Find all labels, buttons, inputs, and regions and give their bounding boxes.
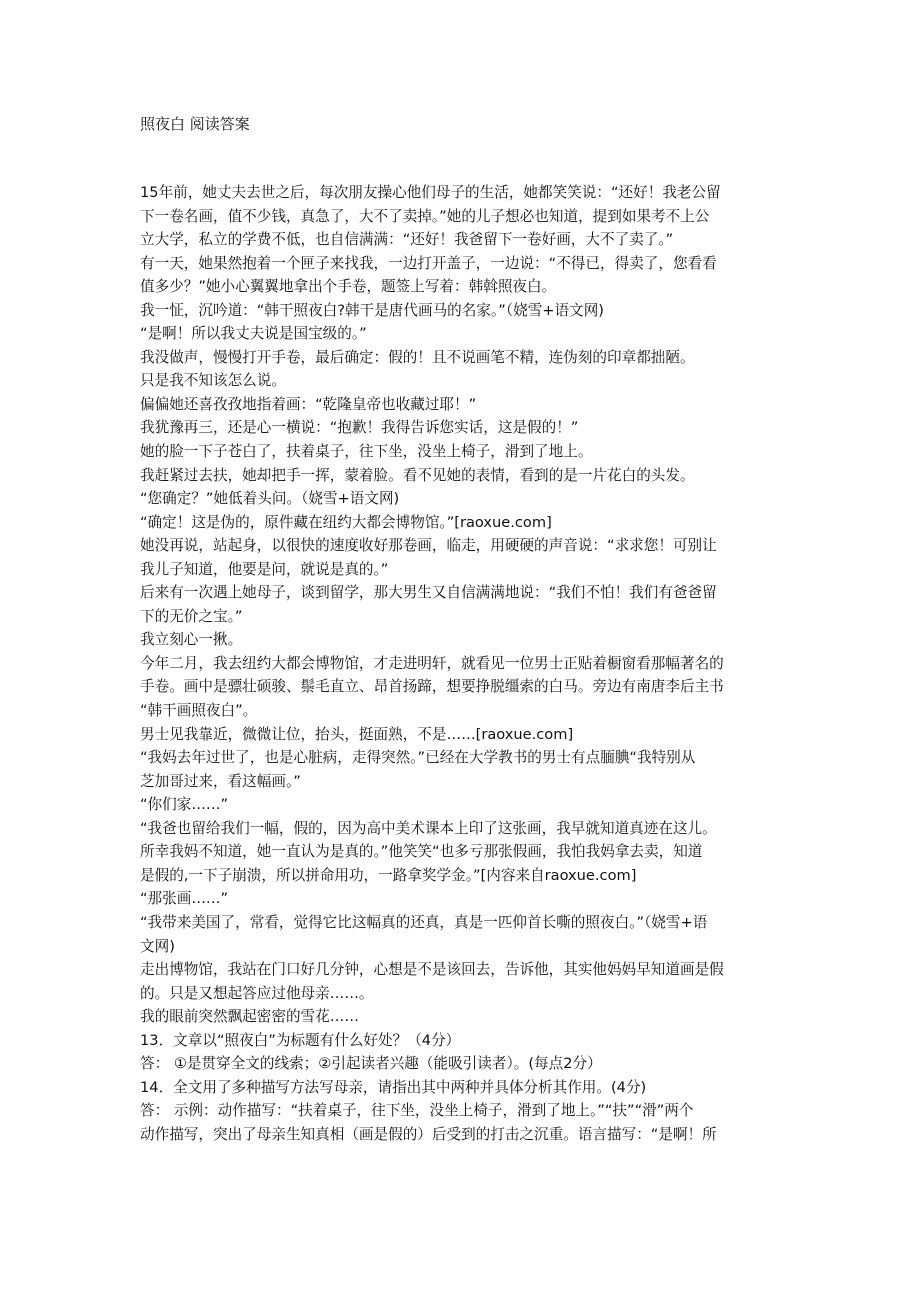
text-line: 我赶紧过去扶，她却把手一挥，蒙着脸。看不见她的表情，看到的是一片花白的头发。: [140, 466, 695, 484]
text-line: 所幸我妈不知道，她一直认为是真的。”他笑笑“也多亏那张假画，我怕我妈拿去卖，知道: [140, 843, 703, 861]
text-line: “确定！这是伪的，原件藏在纽约大都会博物馆。”[raoxue.com]: [140, 513, 552, 531]
text-line: 我犹豫再三，还是心一横说：“抱歉！我得告诉您实话，这是假的！”: [140, 419, 579, 437]
text-line: 答： 示例：动作描写：“扶着桌子，往下坐，没坐上椅子，滑到了地上。”“扶”“滑”两个: [140, 1102, 694, 1120]
text-line: 她的脸一下子苍白了，扶着桌子，往下坐，没坐上椅子，滑到了地上。: [140, 443, 593, 461]
text-line: 走出博物馆，我站在门口好几分钟，心想是不是该回去，告诉他，其实他妈妈早知道画是假: [140, 961, 724, 979]
text-line: 偏偏她还喜孜孜地指着画：“乾隆皇帝也收藏过耶！”: [140, 395, 477, 413]
text-line: 下一卷名画，值不少钱，真急了，大不了卖掉。”她的儿子想必也知道，提到如果考不上公: [140, 207, 710, 225]
text-line: “我带来美国了，常看，觉得它比这幅真的还真，真是一匹仰首长嘶的照夜白。”（娆雪+语: [140, 913, 708, 931]
text-line: 的。只是又想起答应过他母亲……。: [140, 984, 374, 1002]
text-line: “你们家……”: [140, 796, 229, 814]
text-line: “韩干画照夜白”。: [140, 702, 258, 720]
text-line: “那张画……”: [140, 890, 229, 908]
text-line: 动作描写，突出了母亲生知真相（画是假的）后受到的打击之沉重。语言描写：“是啊！所: [140, 1125, 717, 1143]
text-line: 是假的,一下子崩溃，所以拼命用功，一路拿奖学金。”[内容来自raoxue.com]: [140, 866, 637, 884]
text-line: “我爸也留给我们一幅，假的，因为高中美术课本上印了这张画，我早就知道真迹在这儿。: [140, 819, 717, 837]
text-line: 答： ①是贯穿全文的线索；②引起读者兴趣（能吸引读者）。(每点2分）: [140, 1055, 602, 1073]
text-line: “我妈去年过世了，也是心脏病，走得突然。”已经在大学教书的男士有点腼腆“我特别从: [140, 749, 696, 767]
document-body: [140, 181, 790, 1146]
text-line: 我儿子知道，他要是问，就说是真的。”: [140, 560, 389, 578]
text-line: 手卷。画中是骠壮硕骏、鬃毛直立、昂首扬蹄，想要挣脱缰索的白马。旁边有南唐李后主书: [140, 678, 724, 696]
text-line: 今年二月，我去纽约大都会博物馆，才走进明轩，就看见一位男士正贴着橱窗看那幅著名的: [140, 654, 724, 672]
text-line: 13．文章以“照夜白”为标题有什么好处？（4分）: [140, 1031, 461, 1049]
text-line: 立大学，私立的学费不低，也自信满满：“还好！我爸留下一卷好画，大不了卖了。”: [140, 231, 674, 249]
text-line: 芝加哥过来，看这幅画。”: [140, 772, 301, 790]
text-line: “是啊！所以我丈夫说是国宝级的。”: [140, 325, 367, 343]
text-line: 男士见我靠近，微微让位，抬头，挺面熟，不是……[raoxue.com]: [140, 725, 574, 743]
text-line: 文网): [140, 937, 175, 955]
text-line: 只是我不知该怎么说。: [140, 372, 286, 390]
text-line: 后来有一次遇上她母子，谈到留学，那大男生又自信满满地说：“我们不怕！我们有爸爸留: [140, 584, 717, 602]
text-line: “您确定？”她低着头问。（娆雪+语文网): [140, 490, 400, 508]
text-line: 15年前，她丈夫去世之后，每次朋友操心他们母子的生活，她都笑笑说：“还好！我老公留: [140, 184, 721, 201]
text-line: 她没再说，站起身，以很快的速度收好那卷画，临走，用硬硬的声音说：“求求您！可别让: [140, 537, 717, 555]
text-line: 我一怔，沉吟道：“韩干照夜白?韩干是唐代画马的名家。”（娆雪+语文网): [140, 301, 605, 319]
text-line: 值多少？”她小心翼翼地拿出个手卷，题签上写着：韩斡照夜白。: [140, 278, 557, 296]
text-line: 有一天，她果然抱着一个匣子来找我，一边打开盖子，一边说：“不得已，得卖了，您看看: [140, 254, 717, 272]
text-line: 14．全文用了多种描写方法写母亲，请指出其中两种并具体分析其作用。(4分): [140, 1078, 647, 1096]
text-line: 我没做声，慢慢打开手卷，最后确定：假的！且不说画笔不精，连伪刻的印章都拙陋。: [140, 348, 695, 366]
text-line: 我立刻心一揪。: [140, 631, 243, 649]
text-line: 下的无价之宝。”: [140, 607, 243, 625]
document-title: 照夜白 阅读答案: [140, 115, 250, 133]
text-line: 我的眼前突然飘起密密的雪花……: [140, 1008, 359, 1026]
